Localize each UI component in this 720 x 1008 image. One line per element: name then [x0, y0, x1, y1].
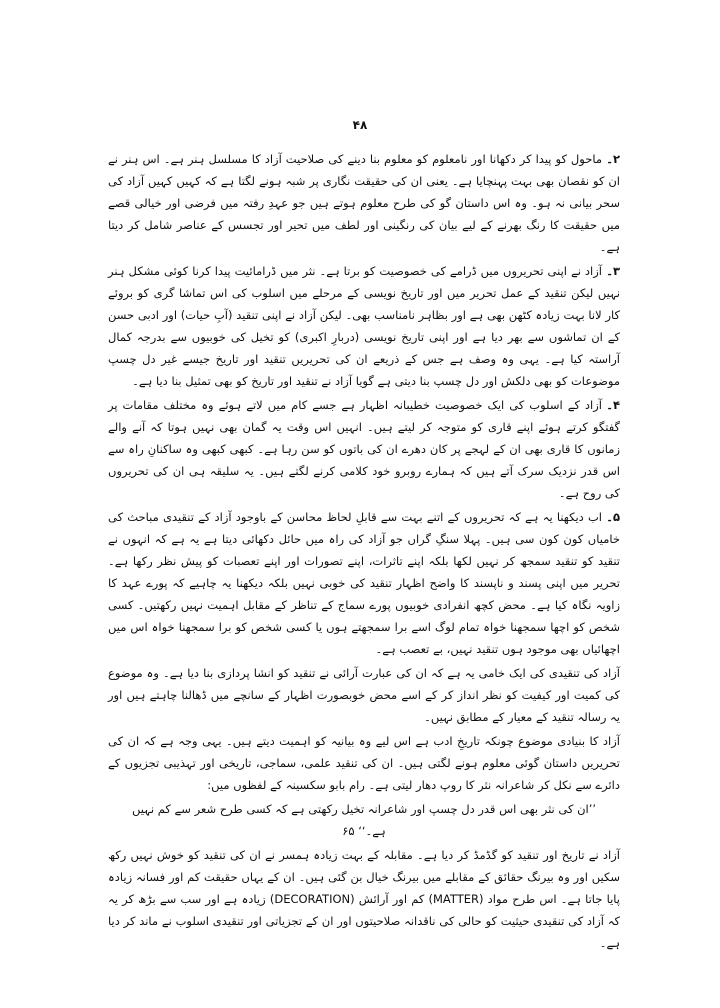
paragraph: [108, 394, 620, 504]
body-text: [108, 148, 620, 956]
paragraph-number: ۳۔: [606, 264, 620, 278]
paragraph: [108, 844, 620, 954]
paragraph: [108, 662, 620, 728]
paragraph-text: آزاد کا بنیادی موضوع چونکہ تاریخِ ادب ہے اس لیے وہ بیانیہ کو اہمیت دیتے ہیں۔ یہی وجہ ہے کہ ان کی تحریریں داستان گوئی معلوم ہونے لگتی ہیں۔ ان کی تنقید علمی، سماجی، تاریخی اور تہذیبی تجزیوں کے دائرے سے نکل کر شاعرانہ نثر کا روپ دھار لیتی ہے۔ رام بابو سکسینہ کے لفظوں میں:: [108, 734, 620, 792]
paragraph: [108, 730, 620, 796]
paragraph-text: آزاد نے تاریخ اور تنقید کو گڈمڈ کر دیا ہے۔ مقابلہ کے بہت زیادہ ہمسر نے ان کی تنقید کو خوش نہیں رکھ سکیں اور وہ بیرنگ حقائق کے مقابلے میں بیرنگ خیال بن گئی ہیں۔ ان کے یہاں حقیقت کم اور فسانہ زیادہ پایا جاتا ہے۔ اس طرح مواد (MATTER) کم اور آرائش (DECORATION) زیادہ ہے اور سب سے بڑھ کر یہ کہ آزاد کی تنقیدی حیثیت کو حالی کی ناقدانہ صلاحیتوں اور ان کے تجزیاتی اور تنقیدی اسلوب نے ماند کر دیا ہے۔: [108, 848, 620, 950]
paragraph-text: آزاد کی تنقیدی کی ایک خامی یہ ہے کہ ان کی عبارت آرائی نے تنقید کو انشا پردازی بنا دیا ہے۔ وہ موضوع کی کمیت اور کیفیت کو نظر انداز کر کے اسے محض خوبصورت اظہار کے سانچے میں ڈھالنا چاہتے ہیں اور یہ رسالہ تنقید کے معیار کے مطابق نہیں۔: [108, 666, 620, 724]
paragraph: [108, 148, 620, 258]
paragraph-number: ۲۔: [606, 152, 620, 166]
paragraph-text: اب دیکھنا یہ ہے کہ تحریروں کے اتنے بہت سے قابلِ لحاظ محاسن کے باوجود آزاد کے تنقیدی مباحث کی خامیاں کون کون سی ہیں۔ پہلا سنگِ گراں جو آزاد کی راہ میں حائل دکھائی دیتا ہے یہ ہے کہ انہوں نے تنقید کو تنقید سمجھ کر نہیں لکھا بلکہ اپنے تاثرات، اپنے تصورات اور اپنے تعصبات کو پیش نظر رکھا ہے۔ تحریر میں اپنی پسند و ناپسند کا واضح اظہار تنقید کی خوبی نہیں بلکہ دیکھنا یہ چاہیے کہ پورے عہد کا زاویہ نگاہ کیا ہے۔ محض کچھ انفرادی خوبیوں پورے سماج کے تناظر کے مقابل اہمیت نہیں رکھتیں۔ کسی شخص کو اچھا سمجھنا خواہ تمام لوگ اسے برا سمجھتے ہوں یا کسی شخص کو برا سمجھنا خواہ اس میں اچھائیاں بھی موجود ہوں تنقید نہیں، بے تعصب ہے۔: [108, 510, 620, 656]
paragraph-number: ۴۔: [606, 398, 620, 412]
paragraph-text: ماحول کو پیدا کر دکھانا اور نامعلوم کو معلوم بنا دینے کی صلاحیت آزاد کا مسلسل ہنر ہے۔ اس ہنر نے ان کو نقصان بھی بہت پہنچایا ہے۔ یعنی ان کی حقیقت نگاری پر شبہ ہونے لگتا ہے کہ کہیں کہیں آزاد کی سحر بیانی نہ ہو۔ وہ اس داستان گو کی طرح معلوم ہوتے ہیں جو عہدِ رفتہ میں فرضی اور خیالی قصے میں حقیقت کا رنگ بھرنے کے لیے بیان کی رنگینی اور لطف میں تحیر اور تجسس کے عناصر شامل کر دیتا ہے۔: [108, 152, 620, 254]
paragraph-text: آزاد کے اسلوب کی ایک خصوصیت خطیبانہ اظہار ہے جسے کام میں لاتے ہوئے وہ مختلف مقامات پر گفتگو کرتے ہوئے اپنے قاری کو متوجہ کر لیتے ہیں۔ انہیں اس وقت یہ گمان بھی نہیں ہوتا کہ آنے والے زمانوں کا قاری بھی ان کے لہجے پر کان دھرے ان کی باتوں کو سن رہا ہے۔ کبھی کبھی وہ ساکنانِ راہ سے اس قدر نزدیک سرک آتے ہیں کہ ہمارے روبرو خود کلامی کرنے لگتے ہیں۔ یہ سلیقہ ہی ان کی تحریروں کی روح ہے۔: [108, 398, 620, 500]
paragraph-number: ۵۔: [606, 510, 620, 524]
paragraph-text: ’’ان کی نثر بھی اس قدر دل چسپ اور شاعرانہ تخیل رکھتی ہے کہ کسی طرح شعر سے کم نہیں ہے۔‘‘ ۶۵: [131, 802, 597, 838]
page-number: ۴۸: [352, 118, 368, 132]
block-quote: [108, 798, 620, 842]
paragraph: [108, 506, 620, 660]
paragraph-text: آزاد نے اپنی تحریروں میں ڈرامے کی خصوصیت کو برتا ہے۔ نثر میں ڈرامائیت پیدا کرنا کوئی مشکل ہنر نہیں لیکن تنقید کے عمل تحریر میں اور تاریخ نویسی کے مرحلے میں اسلوب کی اس تماشا گری کو بروئے کار لانا بہت زیادہ کٹھن بھی ہے اور بظاہر نامناسب بھی۔ لیکن آزاد نے اپنی تنقید (آبِ حیات) اور ادبی حسن کے ان تماشوں سے بھر دیا ہے اور اپنی تاریخ نویسی (دربارِ اکبری) کو تخیل کی خوبیوں سے بدرجہ کمال آراستہ کیا ہے۔ یہی وہ وصف ہے جس کے ذریعے ان کی تحریریں تنقید اور تاریخ جیسے غیر دل چسپ موضوعات کو بھی دلکش اور دل چسپ بنا دیتی ہے گویا آزاد نے تنقید اور تاریخ کو بھی تمثیل بنا دیا ہے۔: [108, 264, 620, 388]
paragraph: [108, 260, 620, 392]
